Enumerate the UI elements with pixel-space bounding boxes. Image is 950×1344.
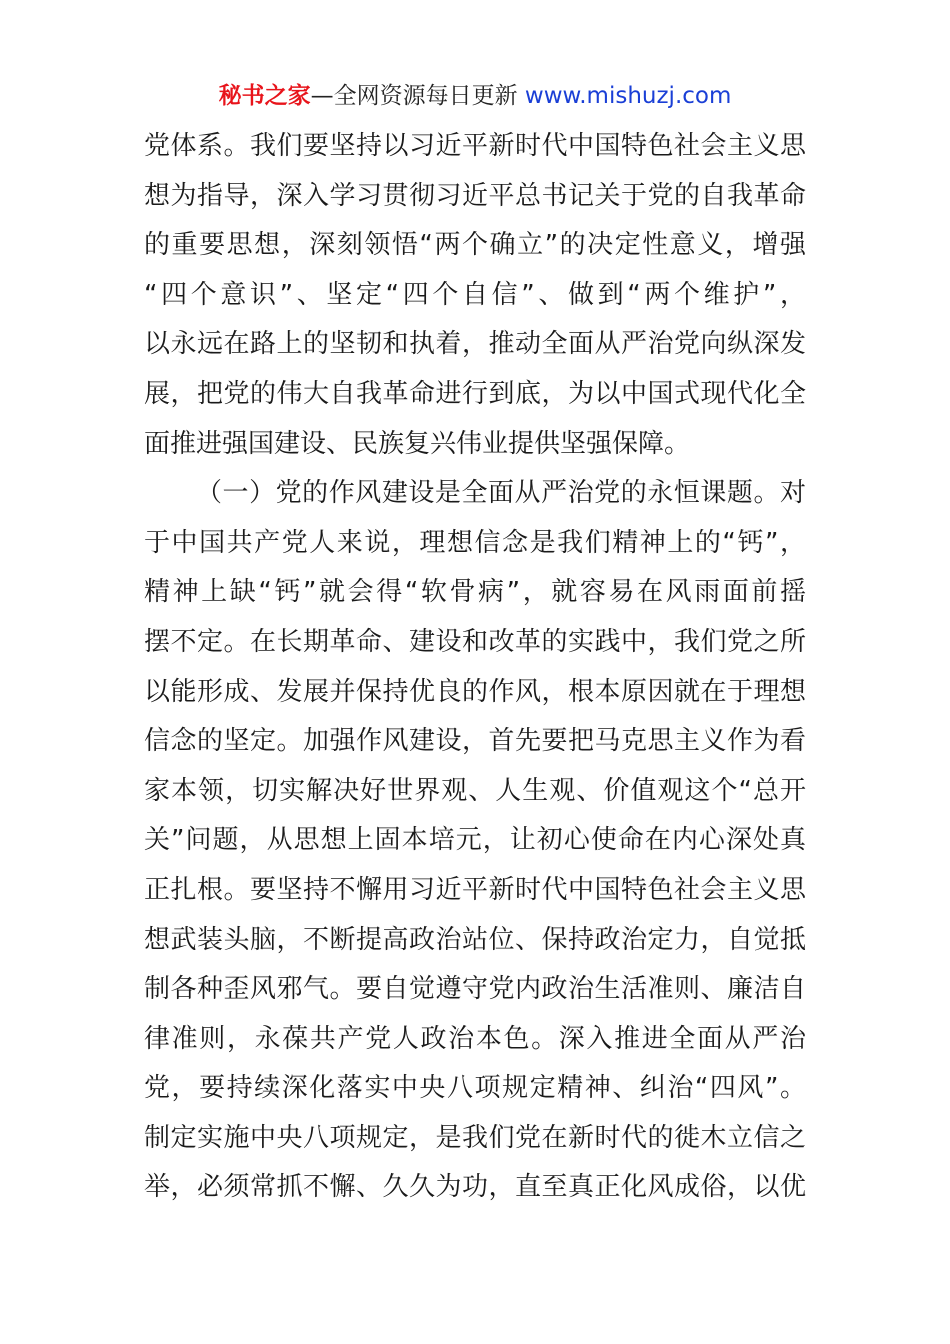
- text-line: “四个意识”、坚定“四个自信”、做到“两个维护”，: [144, 279, 806, 310]
- text-line: 制定实施中央八项规定，是我们党在新时代的徙木立信之: [144, 1122, 806, 1153]
- text-line: 的重要思想，深刻领悟“两个确立”的决定性意义，增强: [144, 230, 806, 261]
- text-line: 摆不定。在长期革命、建设和改革的实践中，我们党之所: [144, 626, 806, 657]
- text-line: 党，要持续深化落实中央八项规定精神、纠治“四风”。: [144, 1073, 806, 1104]
- text-line: 于中国共产党人来说，理想信念是我们精神上的“钙”，: [144, 527, 806, 558]
- text-line: 想武装头脑，不断提高政治站位、保持政治定力，自觉抵: [144, 924, 806, 955]
- text-line: 举，必须常抓不懈、久久为功，直至真正化风成俗，以优: [144, 1172, 806, 1203]
- text-line: 精神上缺“钙”就会得“软骨病”，就容易在风雨面前摇: [144, 577, 806, 608]
- text-line: 展，把党的伟大自我革命进行到底，为以中国式现代化全: [144, 378, 806, 409]
- text-line: 律准则，永葆共产党人政治本色。深入推进全面从严治: [144, 1023, 806, 1054]
- brand-name: 秘书之家: [218, 83, 311, 109]
- text-line: 正扎根。要坚持不懈用习近平新时代中国特色社会主义思: [144, 874, 806, 905]
- text-line: 想为指导，深入学习贯彻习近平总书记关于党的自我革命: [144, 180, 806, 211]
- text-line: 以能形成、发展并保持优良的作风，根本原因就在于理想: [144, 676, 806, 707]
- text-line: 信念的坚定。加强作风建设，首先要把马克思主义作为看: [144, 726, 806, 757]
- text-line: 制各种歪风邪气。要自觉遵守党内政治生活准则、廉洁自: [144, 974, 806, 1005]
- text-line: （一）党的作风建设是全面从严治党的永恒课题。对: [196, 478, 806, 509]
- site-url-link[interactable]: www.mishuzj.com: [524, 83, 732, 109]
- text-line: 党体系。我们要坚持以习近平新时代中国特色社会主义思: [144, 131, 806, 161]
- document-header: [0, 80, 950, 112]
- text-line: 家本领，切实解决好世界观、人生观、价值观这个“总开: [144, 775, 806, 806]
- text-line: 面推进强国建设、民族复兴伟业提供坚强保障。: [144, 428, 691, 459]
- text-line: 关”问题，从思想上固本培元，让初心使命在内心深处真: [144, 825, 806, 856]
- header-tagline: —全网资源每日更新: [310, 83, 525, 109]
- document-body: [144, 122, 806, 1213]
- text-line: 以永远在路上的坚韧和执着，推动全面从严治党向纵深发: [144, 329, 806, 360]
